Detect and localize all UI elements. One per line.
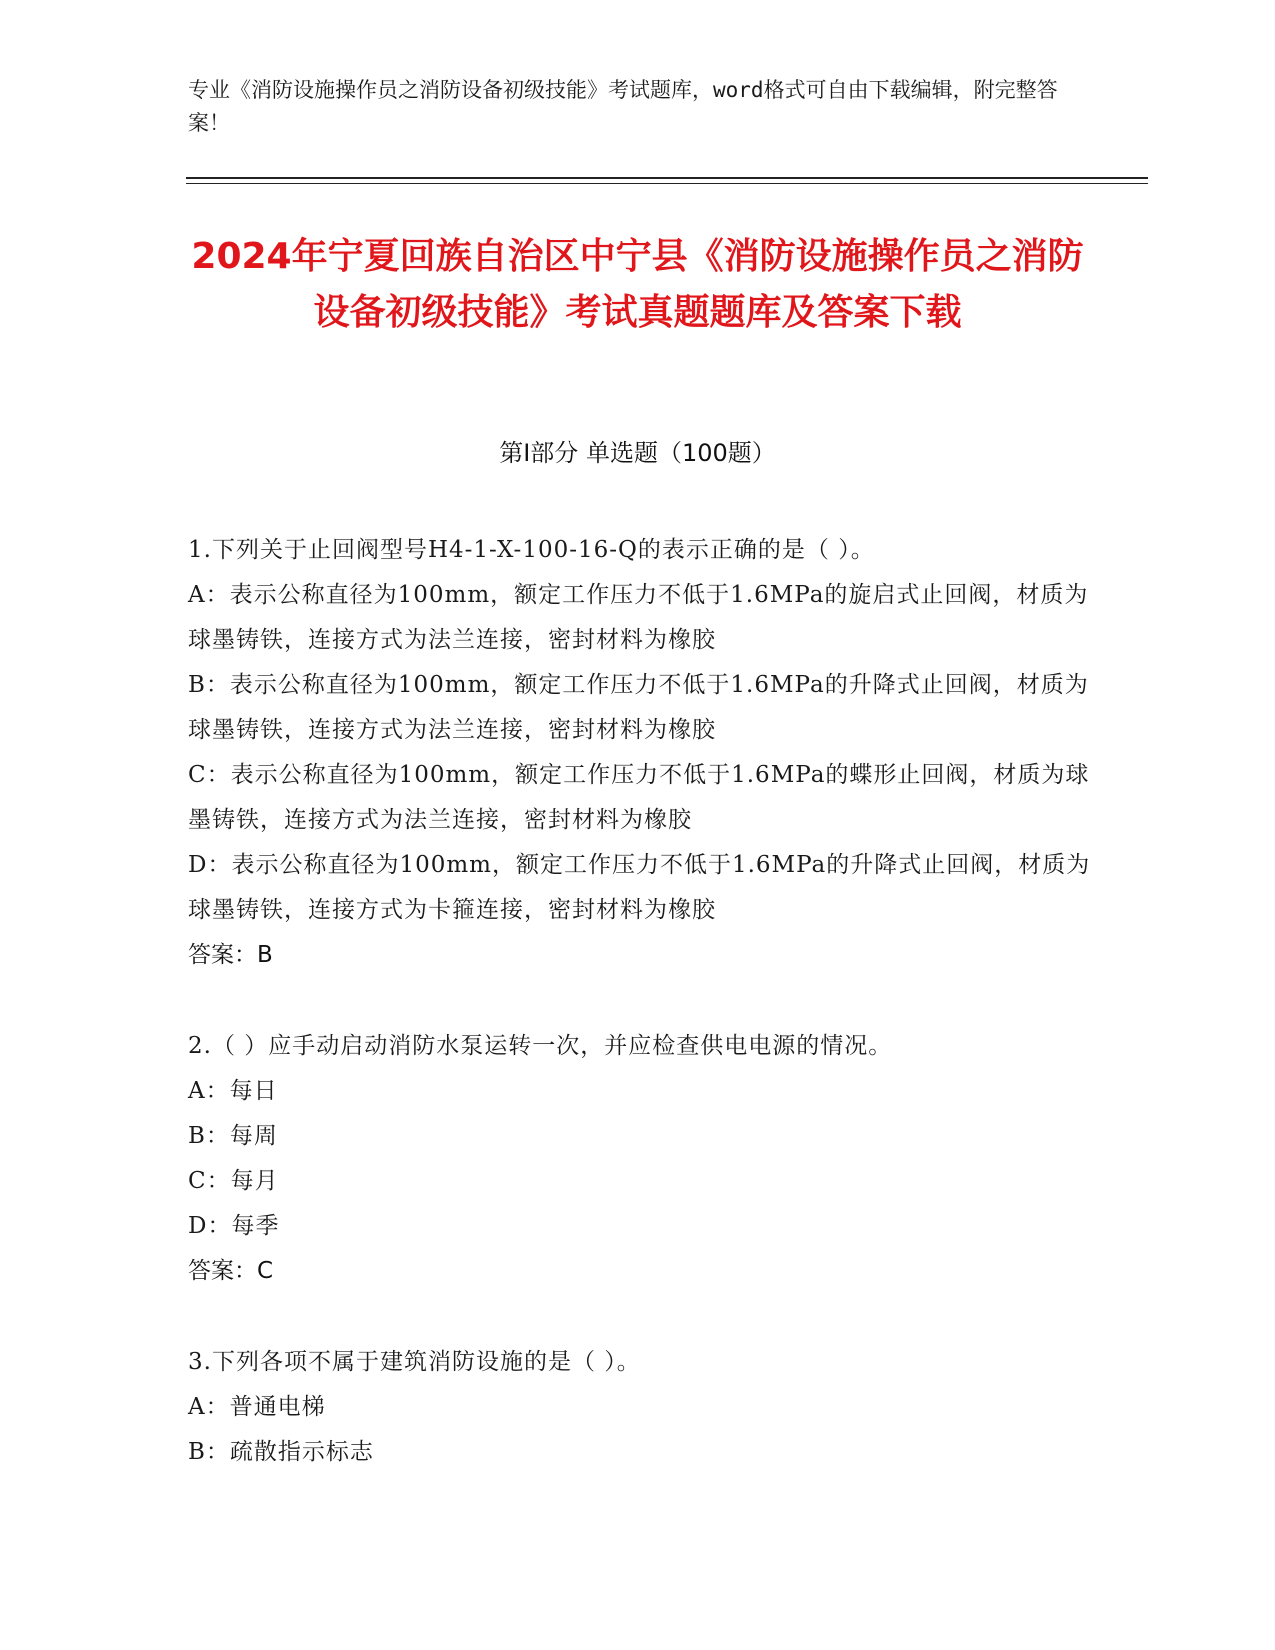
option-b: B：疏散指示标志 (188, 1439, 374, 1465)
option-d: D：表示公称直径为100mm，额定工作压力不低于1.6MPa的升降式止回阀，材质为球墨铸铁，连接方式为卡箍连接，密封材料为橡胶 (188, 852, 1091, 923)
option-a: A：表示公称直径为100mm，额定工作压力不低于1.6MPa的旋启式止回阀，材质为球墨铸铁，连接方式为法兰连接，密封材料为橡胶 (188, 582, 1089, 653)
option-d: D：每季 (188, 1213, 280, 1239)
option-b: B：表示公称直径为100mm，额定工作压力不低于1.6MPa的升降式止回阀，材质为球墨铸铁，连接方式为法兰连接，密封材料为橡胶 (188, 672, 1089, 743)
header-note: 专业《消防设施操作员之消防设备初级技能》考试题库，word格式可自由下载编辑，附完整答案！ (188, 78, 1058, 135)
question-2 (188, 1024, 1093, 1294)
option-c: C：表示公称直径为100mm，额定工作压力不低于1.6MPa的蝶形止回阀，材质为球墨铸铁，连接方式为法兰连接，密封材料为橡胶 (188, 762, 1090, 833)
question-3 (188, 1340, 1093, 1475)
question-1 (188, 528, 1093, 978)
answer-label: 答案：C (188, 1258, 274, 1284)
document-title: 2024年宁夏回族自治区中宁县《消防设施操作员之消防设备初级技能》考试真题题库及答案下载 (191, 236, 1084, 333)
option-c: C：每月 (188, 1168, 279, 1194)
question-list (188, 528, 1093, 1521)
answer-label: 答案：B (188, 942, 273, 968)
section-title: 第I部分 单选题（100题） (499, 439, 776, 467)
question-stem: 2.（ ）应手动启动消防水泵运转一次，并应检查供电电源的情况。 (188, 1033, 893, 1059)
header-divider-thin (186, 183, 1148, 184)
option-a: A：每日 (188, 1078, 278, 1104)
option-a: A：普通电梯 (188, 1394, 326, 1420)
header-divider-thick (186, 177, 1148, 179)
option-b: B：每周 (188, 1123, 278, 1149)
question-stem: 3.下列各项不属于建筑消防设施的是（ ）。 (188, 1349, 641, 1375)
question-stem: 1.下列关于止回阀型号H4-1-X-100-16-Q的表示正确的是（ ）。 (188, 537, 875, 563)
